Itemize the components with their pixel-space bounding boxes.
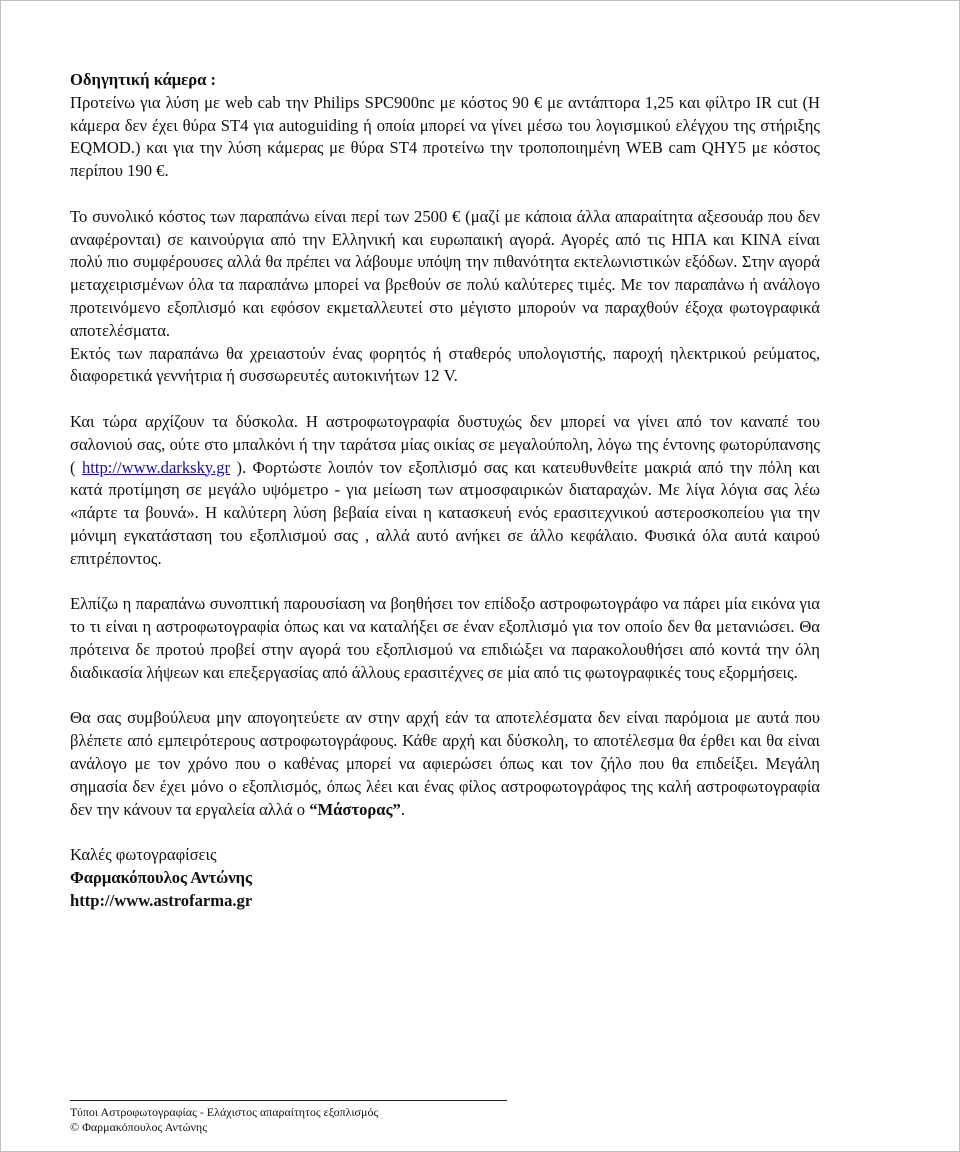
- footer-copyright: © Φαρμακόπουλος Αντώνης: [70, 1120, 207, 1134]
- footer-divider: [70, 1100, 507, 1101]
- paragraph-advice: [70, 707, 820, 821]
- darksky-link[interactable]: http://www.darksky.gr: [81, 457, 231, 477]
- signature-website: http://www.astrofarma.gr: [70, 890, 253, 910]
- paragraph-advice-end: .: [400, 799, 405, 819]
- paragraph-difficulties: [70, 411, 820, 571]
- document-body: [70, 69, 820, 912]
- paragraph-extras: Εκτός των παραπάνω θα χρειαστούν ένας φορητός ή σταθερός υπολογιστής, παροχή ηλεκτρικού ρεύματος, διαφορετικά γεννήτρια ή συσσωρευτές αυτοκινήτων 12 V.: [70, 343, 820, 386]
- paragraph-guide-camera: Προτείνω για λύση με web cab την Philips SPC900nc με κόστος 90 € με αντάπτορα 1,25 και φίλτρο IR cut (Η κάμερα δεν έχει θύρα ST4 για autoguiding ή οποία μπορεί να γίνει μέσω του λογισμικού ελέγχου της στήριξης EQMOD.) και για την λύση κάμερας με θύρα ST4 προτείνω την τροποποιημένη WEB cam QHY5 με κόστος περίπου 190 €.: [70, 92, 820, 181]
- paragraph-advice-text: Θα σας συμβούλευα μην απογοητεύετε αν στην αρχή εάν τα αποτελέσματα δεν είναι παρόμοια με αυτά που βλέπετε από εμπειρότερους αστροφωτογράφους. Κάθε αρχή και δύσκολη, το αποτέλεσμα θα έρθει και θα είναι ανάλογο με τον χρόνο που ο καθένας μπορεί να αφιερώσει όπως και τον ζήλο που θα επιδείξει. Μεγάλη σημασία δεν έχει μόνο ο εξοπλισμός, όπως λέει και ένας φίλος αστροφωτογράφος της καλή αστροφωτογραφία δεν την κάνουν τα εργαλεία αλλά ο: [70, 708, 820, 819]
- paragraph-hope: Ελπίζω η παραπάνω συνοπτική παρουσίαση να βοηθήσει τον επίδοξο αστροφωτογράφο να πάρει μία εικόνα για το τι είναι η αστροφωτογραφία όπως και να καταλήξει σε έναν εξοπλισμό για τον οποίο δεν θα μετανιώσει. Θα πρότεινα δε προτού προβεί στην αγορά του εξοπλισμού να επιδιώξει να παρακολουθήσει από κοντά την όλη διαδικασία λήψεων και επεξεργασίας από άλλους ερασιτέχνες σε μία από τις φωτογραφικές τους εξορμήσεις.: [70, 594, 820, 682]
- paragraph-difficulties-text-2: ). Φορτώστε λοιπόν τον εξοπλισμό σας και κατευθυνθείτε μακριά από την πόλη και κατά προτίμηση σε μεγάλο υψόμετρο - για μείωση των ατμοσφαιρικών διαταραχών. Με λίγα λόγια σας λέω «πάρτε τα βουνά». Η καλύτερη λύση βεβαία είναι η κατασκευή ενός ερασιτεχνικού αστεροσκοπείου για την μόνιμη εγκατάσταση του εξοπλισμού σας , αλλά αυτό ανήκει σε άλλο κεφάλαιο. Φυσικά όλα αυτά καιρού επιτρέποντος.: [70, 457, 820, 568]
- section-heading: Οδηγητική κάμερα :: [70, 70, 217, 89]
- paragraph-difficulties-text-1: Και τώρα αρχίζουν τα δύσκολα. Η αστροφωτογραφία δυστυχώς δεν μπορεί να γίνει από τον καναπέ του σαλονιού σας, ούτε στο μπαλκόνι ή την ταράτσα μίας οικίας σε μεγαλούπολη, λόγω της έντονης φωτορύπανσης (: [70, 411, 820, 477]
- footer-title: Τύποι Αστροφωτογραφίας - Ελάχιστος απαραίτητος εξοπλισμός: [70, 1105, 379, 1119]
- signature-greeting: Καλές φωτογραφίσεις: [70, 845, 217, 865]
- signature-name: Φαρμακόπουλος Αντώνης: [70, 867, 253, 887]
- master-term: “Μάστορας”: [309, 799, 401, 819]
- paragraph-total-cost: Το συνολικό κόστος των παραπάνω είναι περί των 2500 € (μαζί με κάποια άλλα απαραίτητα αξεσουάρ που δεν αναφέρονται) σε καινούργια από την Ελληνική και ευρωπαική αγορά. Αγορές από τις ΗΠΑ και ΚΙΝΑ είναι πολύ πιο συμφέρουσες αλλά θα πρέπει να λάβουμε υπόψη την πιθανότητα εκτελωνιστικών εξόδων. Στην αγορά μεταχειρισμένων όλα τα παραπάνω μπορεί να βρεθούν σε πολύ καλύτερες τιμές. Με τον παραπάνω ή ανάλογο προτεινόμενο εξοπλισμό και εφόσον εκμεταλλευτεί στο μέγιστο μπορούν να παραχθούν έξοχα φωτογραφικά αποτελέσματα.: [70, 206, 820, 340]
